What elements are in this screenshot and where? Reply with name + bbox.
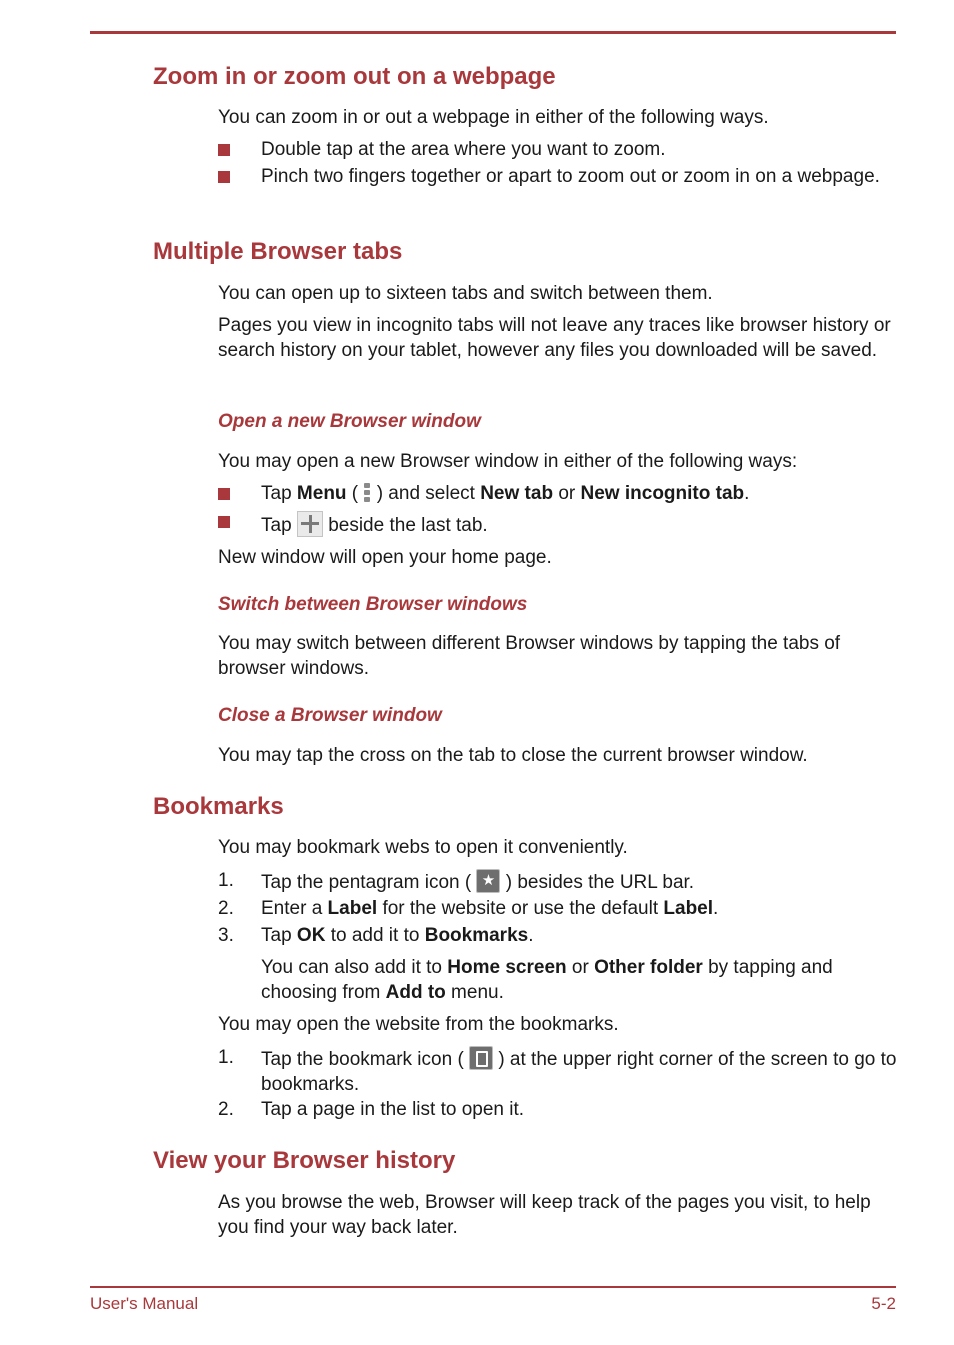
open-window-outro: New window will open your home page. bbox=[218, 547, 552, 568]
zoom-intro: You can zoom in or out a webpage in either of the following ways. bbox=[218, 107, 769, 128]
star-icon bbox=[476, 869, 500, 893]
heading-zoom: Zoom in or zoom out on a webpage bbox=[153, 63, 556, 90]
switch-window-text: You may switch between different Browser windows by tapping the tabs of browser windows. bbox=[218, 633, 841, 679]
heading-history: View your Browser history bbox=[153, 1147, 456, 1174]
bullet-marker bbox=[218, 144, 230, 156]
bottom-rule bbox=[90, 1286, 896, 1288]
open-window-intro: You may open a new Browser window in either of the following ways: bbox=[218, 451, 798, 472]
heading-bookmarks: Bookmarks bbox=[153, 793, 284, 820]
bookmarks-open-intro: You may open the website from the bookmarks. bbox=[218, 1014, 619, 1035]
heading-multiple-tabs: Multiple Browser tabs bbox=[153, 238, 403, 265]
heading-close-window: Close a Browser window bbox=[218, 705, 442, 726]
bookmarks-open-step-2: Tap a page in the list to open it. bbox=[261, 1099, 525, 1120]
bookmarks-step-1: Tap the pentagram icon ( ★ ) besides the URL bar. bbox=[261, 869, 901, 896]
step-number: 2. bbox=[218, 1099, 234, 1120]
menu-icon bbox=[363, 483, 371, 503]
bookmarks-open-step-1: Tap the bookmark icon ( ) at the upper right corner of the screen to go to bookmarks. bbox=[261, 1046, 901, 1097]
step-number: 1. bbox=[218, 870, 234, 891]
open-window-bullet-1: Tap Menu ( ) and select New tab or New incognito tab. bbox=[261, 483, 750, 504]
heading-switch-window: Switch between Browser windows bbox=[218, 594, 528, 615]
tabs-paragraph-2: Pages you view in incognito tabs will not leave any traces like browser history or search history on your tablet, however any files you downloaded will be saved. bbox=[218, 315, 891, 361]
step-number: 2. bbox=[218, 898, 234, 919]
bullet-marker bbox=[218, 171, 230, 183]
bookmark-icon bbox=[469, 1046, 493, 1070]
heading-open-window: Open a new Browser window bbox=[218, 411, 481, 432]
footer-page-number: 5-2 bbox=[871, 1294, 896, 1313]
history-text: As you browse the web, Browser will keep track of the pages you visit, to help you find your way back later. bbox=[218, 1192, 871, 1238]
open-window-bullet-2: Tap beside the last tab. bbox=[261, 511, 901, 539]
step-number: 3. bbox=[218, 925, 234, 946]
footer-manual-title: User's Manual bbox=[90, 1294, 199, 1313]
close-window-text: You may tap the cross on the tab to close the current browser window. bbox=[218, 745, 808, 766]
bookmarks-step-3-note: You can also add it to Home screen or Other folder by tapping and choosing from Add to menu. bbox=[261, 957, 833, 1003]
bookmarks-step-2: Enter a Label for the website or use the default Label. bbox=[261, 898, 719, 919]
add-tab-icon bbox=[297, 511, 323, 537]
bullet-marker bbox=[218, 516, 230, 528]
bookmarks-intro: You may bookmark webs to open it conveniently. bbox=[218, 837, 628, 858]
zoom-bullet-2: Pinch two fingers together or apart to zoom out or zoom in on a webpage. bbox=[261, 166, 880, 187]
top-rule bbox=[90, 31, 896, 34]
bullet-marker bbox=[218, 488, 230, 500]
bookmarks-step-3: Tap OK to add it to Bookmarks. bbox=[261, 925, 534, 946]
tabs-paragraph-1: You can open up to sixteen tabs and switch between them. bbox=[218, 283, 713, 304]
zoom-bullet-1: Double tap at the area where you want to zoom. bbox=[261, 139, 666, 160]
step-number: 1. bbox=[218, 1047, 234, 1068]
